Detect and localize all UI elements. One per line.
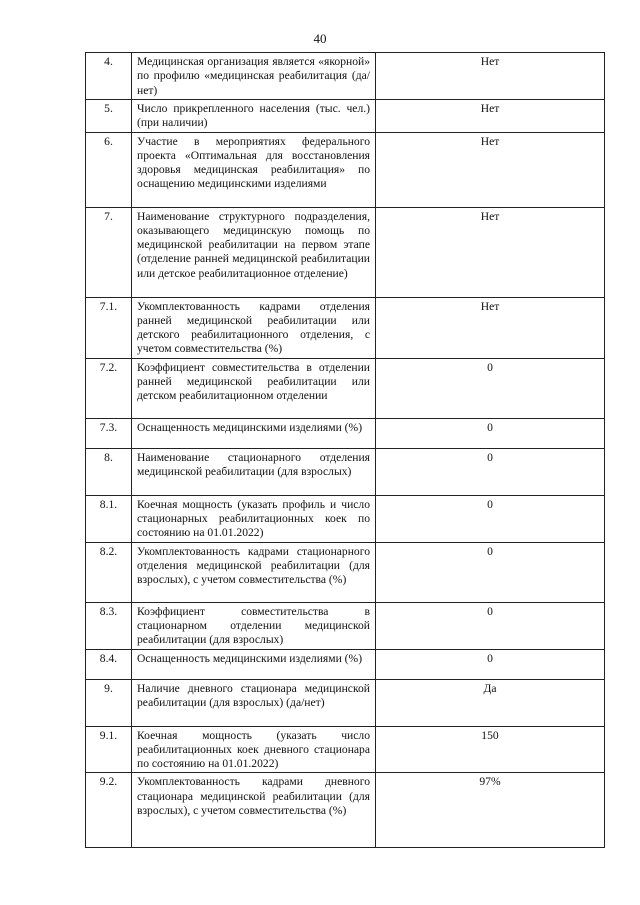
row-number: 8. [86,448,132,495]
table-row [86,100,605,133]
table-row [86,358,605,418]
row-value: Нет [376,100,605,133]
row-value: 0 [376,358,605,418]
table-row [86,773,605,848]
table-row [86,602,605,649]
row-value: 0 [376,495,605,542]
row-description: Наличие дневного стационара медицинской реабилитации (для взрослых) (да/нет) [132,679,376,726]
row-description: Медицинская организация является «якорной» по профилю «медицинская реабилитация (да/нет) [132,53,376,100]
row-value: Да [376,679,605,726]
row-description: Коэффициент совместительства в отделении ранней медицинской реабилитации или детском реабилитационном отделении [132,358,376,418]
row-number: 7.2. [86,358,132,418]
row-value: 0 [376,542,605,602]
row-value: Нет [376,207,605,297]
row-description: Коечная мощность (указать профиль и число стационарных реабилитационных коек по состоянию на 01.01.2022) [132,495,376,542]
row-description: Коэффициент совместительства в стационарном отделении медицинской реабилитации (для взрослых) [132,602,376,649]
row-number: 9.1. [86,726,132,773]
row-number: 8.1. [86,495,132,542]
row-number: 4. [86,53,132,100]
row-number: 5. [86,100,132,133]
row-description: Укомплектованность кадрами отделения ранней медицинской реабилитации или детского реабилитационного отделения, с учетом совместительства (%) [132,297,376,358]
table-row [86,53,605,100]
table-row [86,207,605,297]
row-number: 7.1. [86,297,132,358]
table-row [86,726,605,773]
row-value: 150 [376,726,605,773]
row-number: 7. [86,207,132,297]
row-description: Коечная мощность (указать число реабилитационных коек дневного стационара по состоянию на 01.01.2022) [132,726,376,773]
page-number: 40 [313,31,327,46]
row-description: Участие в мероприятиях федерального проекта «Оптимальная для восстановления здоровья медицинская реабилитация» по оснащению медицинскими изделиями [132,132,376,207]
row-description: Укомплектованность кадрами дневного стационара медицинской реабилитации (для взрослых), с учетом совместительства (%) [132,773,376,848]
row-value: 0 [376,602,605,649]
row-value: 0 [376,418,605,448]
row-description: Укомплектованность кадрами стационарного отделения медицинской реабилитации (для взрослых), с учетом совместительства (%) [132,542,376,602]
table-row [86,297,605,358]
row-description: Число прикрепленного населения (тыс. чел.) (при наличии) [132,100,376,133]
table-row [86,132,605,207]
table-body [86,53,605,848]
table-row [86,418,605,448]
row-number: 6. [86,132,132,207]
row-value: 0 [376,649,605,679]
row-number: 9. [86,679,132,726]
row-description: Оснащенность медицинскими изделиями (%) [132,418,376,448]
row-value: Нет [376,53,605,100]
table-row [86,495,605,542]
row-value: 97% [376,773,605,848]
row-number: 8.4. [86,649,132,679]
row-description: Наименование структурного подразделения, оказывающего медицинскую помощь по медицинской реабилитации на первом этапе (отделение ранней медицинской реабилитации или детское реабилитационное отделение) [132,207,376,297]
row-number: 8.2. [86,542,132,602]
table-row [86,448,605,495]
table-row [86,542,605,602]
row-value: Нет [376,297,605,358]
row-number: 7.3. [86,418,132,448]
row-value: 0 [376,448,605,495]
row-description: Оснащенность медицинскими изделиями (%) [132,649,376,679]
table-row [86,649,605,679]
row-value: Нет [376,132,605,207]
row-number: 9.2. [86,773,132,848]
indicator-table [85,52,605,848]
row-description: Наименование стационарного отделения медицинской реабилитации (для взрослых) [132,448,376,495]
table-row [86,679,605,726]
row-number: 8.3. [86,602,132,649]
